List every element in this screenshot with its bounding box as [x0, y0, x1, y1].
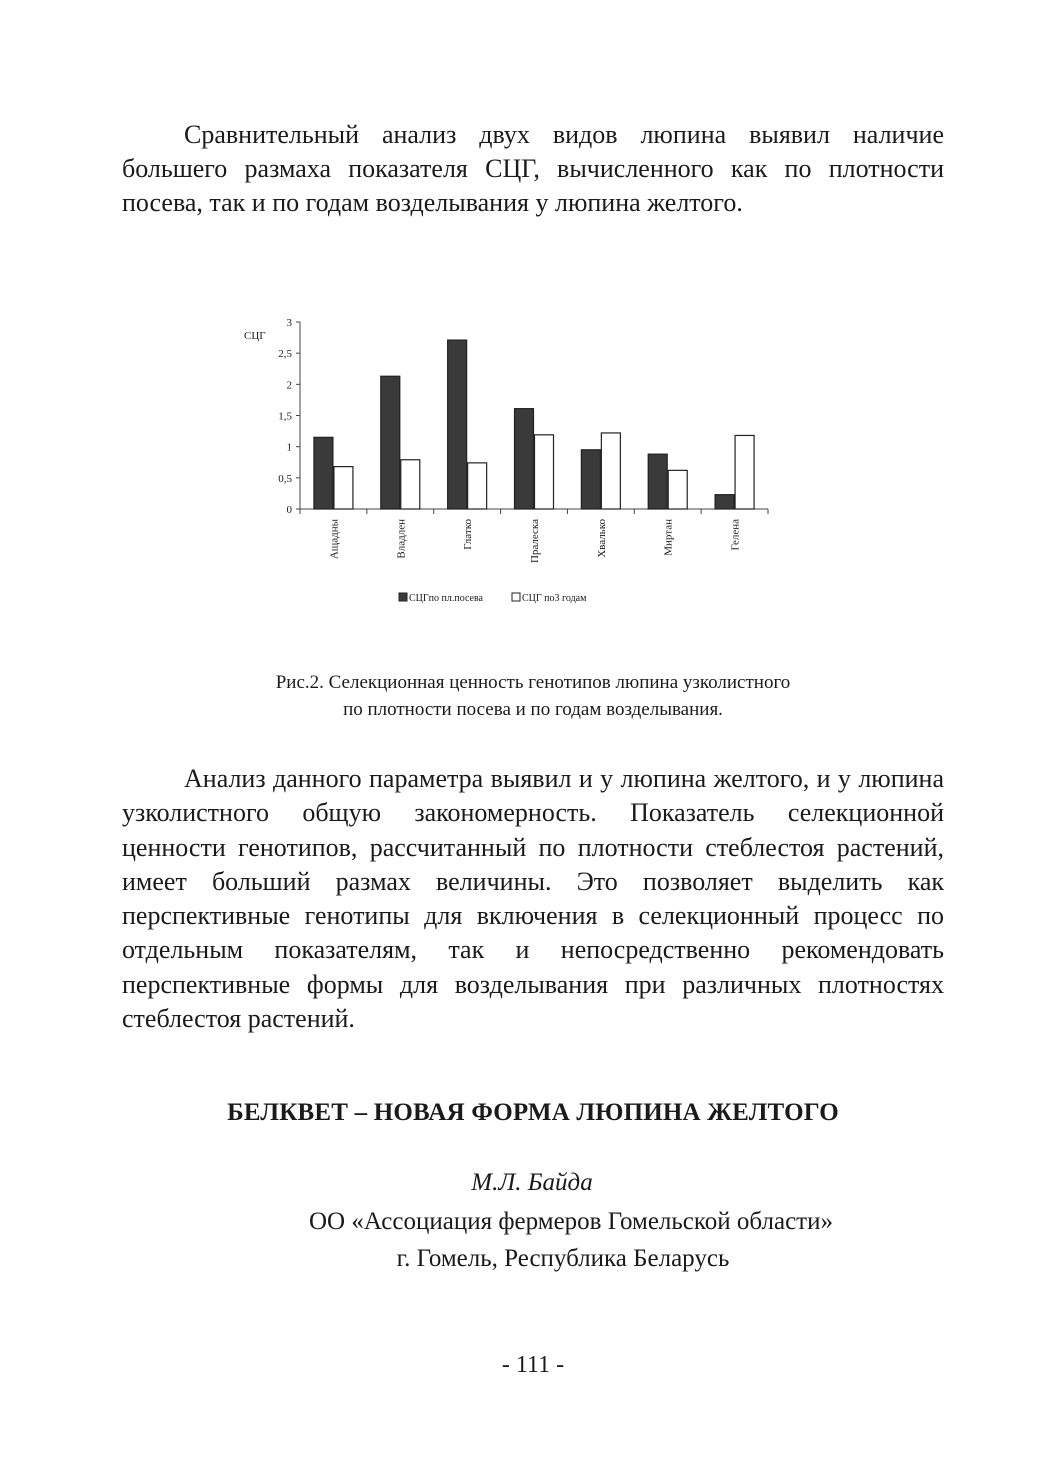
- paragraph-analysis: Анализ данного параметра выявил и у люпина желтого, и у люпина узколистного общую закономерность. Показатель селекционной ценности генотипов, рассчитанный по плотности стеблестоя растений, имеет больший размах величины. Это позволяет выделить как перспективные генотипы для включения в селекционный процесс по отдельным показателям, так и непосредственно рекомендовать перспективные формы для возделывания при различных плотностях стеблестоя растений.: [122, 764, 944, 1034]
- bar-years: [735, 435, 754, 509]
- y-axis-label: СЦГ: [244, 330, 266, 342]
- bar-chart: [236, 308, 796, 628]
- bar-years: [535, 435, 554, 509]
- y-tick-label: 2,5: [278, 348, 292, 361]
- figure-caption-line2: по плотности посева и по годам возделывания.: [343, 699, 723, 720]
- author-name: М.Л. Байда: [471, 1169, 593, 1196]
- paragraph-intro: Сравнительный анализ двух видов люпина выявил наличие большего размаха показателя СЦГ, вычисленного как по плотности посева, так и по годам возделывания у люпина желтого.: [122, 120, 944, 217]
- organization: ОО «Ассоциация фермеров Гомельской области»: [309, 1208, 833, 1235]
- x-category-label: Глатко: [462, 519, 475, 550]
- figure-caption-line1: Рис.2. Селекционная ценность генотипов люпина узколистного: [275, 672, 791, 693]
- x-category-label: Гелена: [729, 519, 742, 551]
- bar-density: [515, 409, 534, 509]
- legend-swatch: [399, 593, 407, 601]
- y-tick-label: 0,5: [278, 472, 292, 485]
- legend-swatch: [512, 593, 520, 601]
- page-number: - 111 -: [501, 1352, 565, 1378]
- bar-density: [581, 450, 600, 509]
- bar-density: [381, 376, 400, 509]
- chart-svg: [236, 308, 796, 628]
- y-tick-label: 1,5: [278, 410, 292, 423]
- bar-years: [468, 463, 487, 509]
- y-tick-label: 3: [286, 317, 292, 329]
- bar-years: [601, 433, 620, 509]
- y-tick-label: 1: [286, 441, 292, 454]
- x-category-label: Ащадны: [328, 519, 341, 560]
- bar-density: [448, 340, 467, 509]
- bar-years: [334, 467, 353, 509]
- bar-density: [648, 454, 667, 509]
- city-country: г. Гомель, Республика Беларусь: [396, 1245, 730, 1272]
- bar-years: [668, 470, 687, 509]
- x-category-label: Владлен: [395, 519, 408, 559]
- x-category-label: Хвалько: [595, 519, 608, 558]
- y-tick-label: 2: [286, 379, 292, 392]
- legend-label: СЦГпо пл.посева: [409, 593, 483, 604]
- y-tick-label: 0: [286, 504, 292, 516]
- bar-years: [401, 460, 420, 509]
- x-category-label: Миртан: [662, 519, 675, 556]
- bar-density: [715, 495, 734, 509]
- section-heading: БЕЛКВЕТ – НОВАЯ ФОРМА ЛЮПИНА ЖЕЛТОГО: [227, 1099, 839, 1126]
- x-category-label: Пралеска: [529, 519, 541, 564]
- bar-density: [314, 437, 333, 509]
- legend-label: СЦГ по3 годам: [522, 593, 587, 604]
